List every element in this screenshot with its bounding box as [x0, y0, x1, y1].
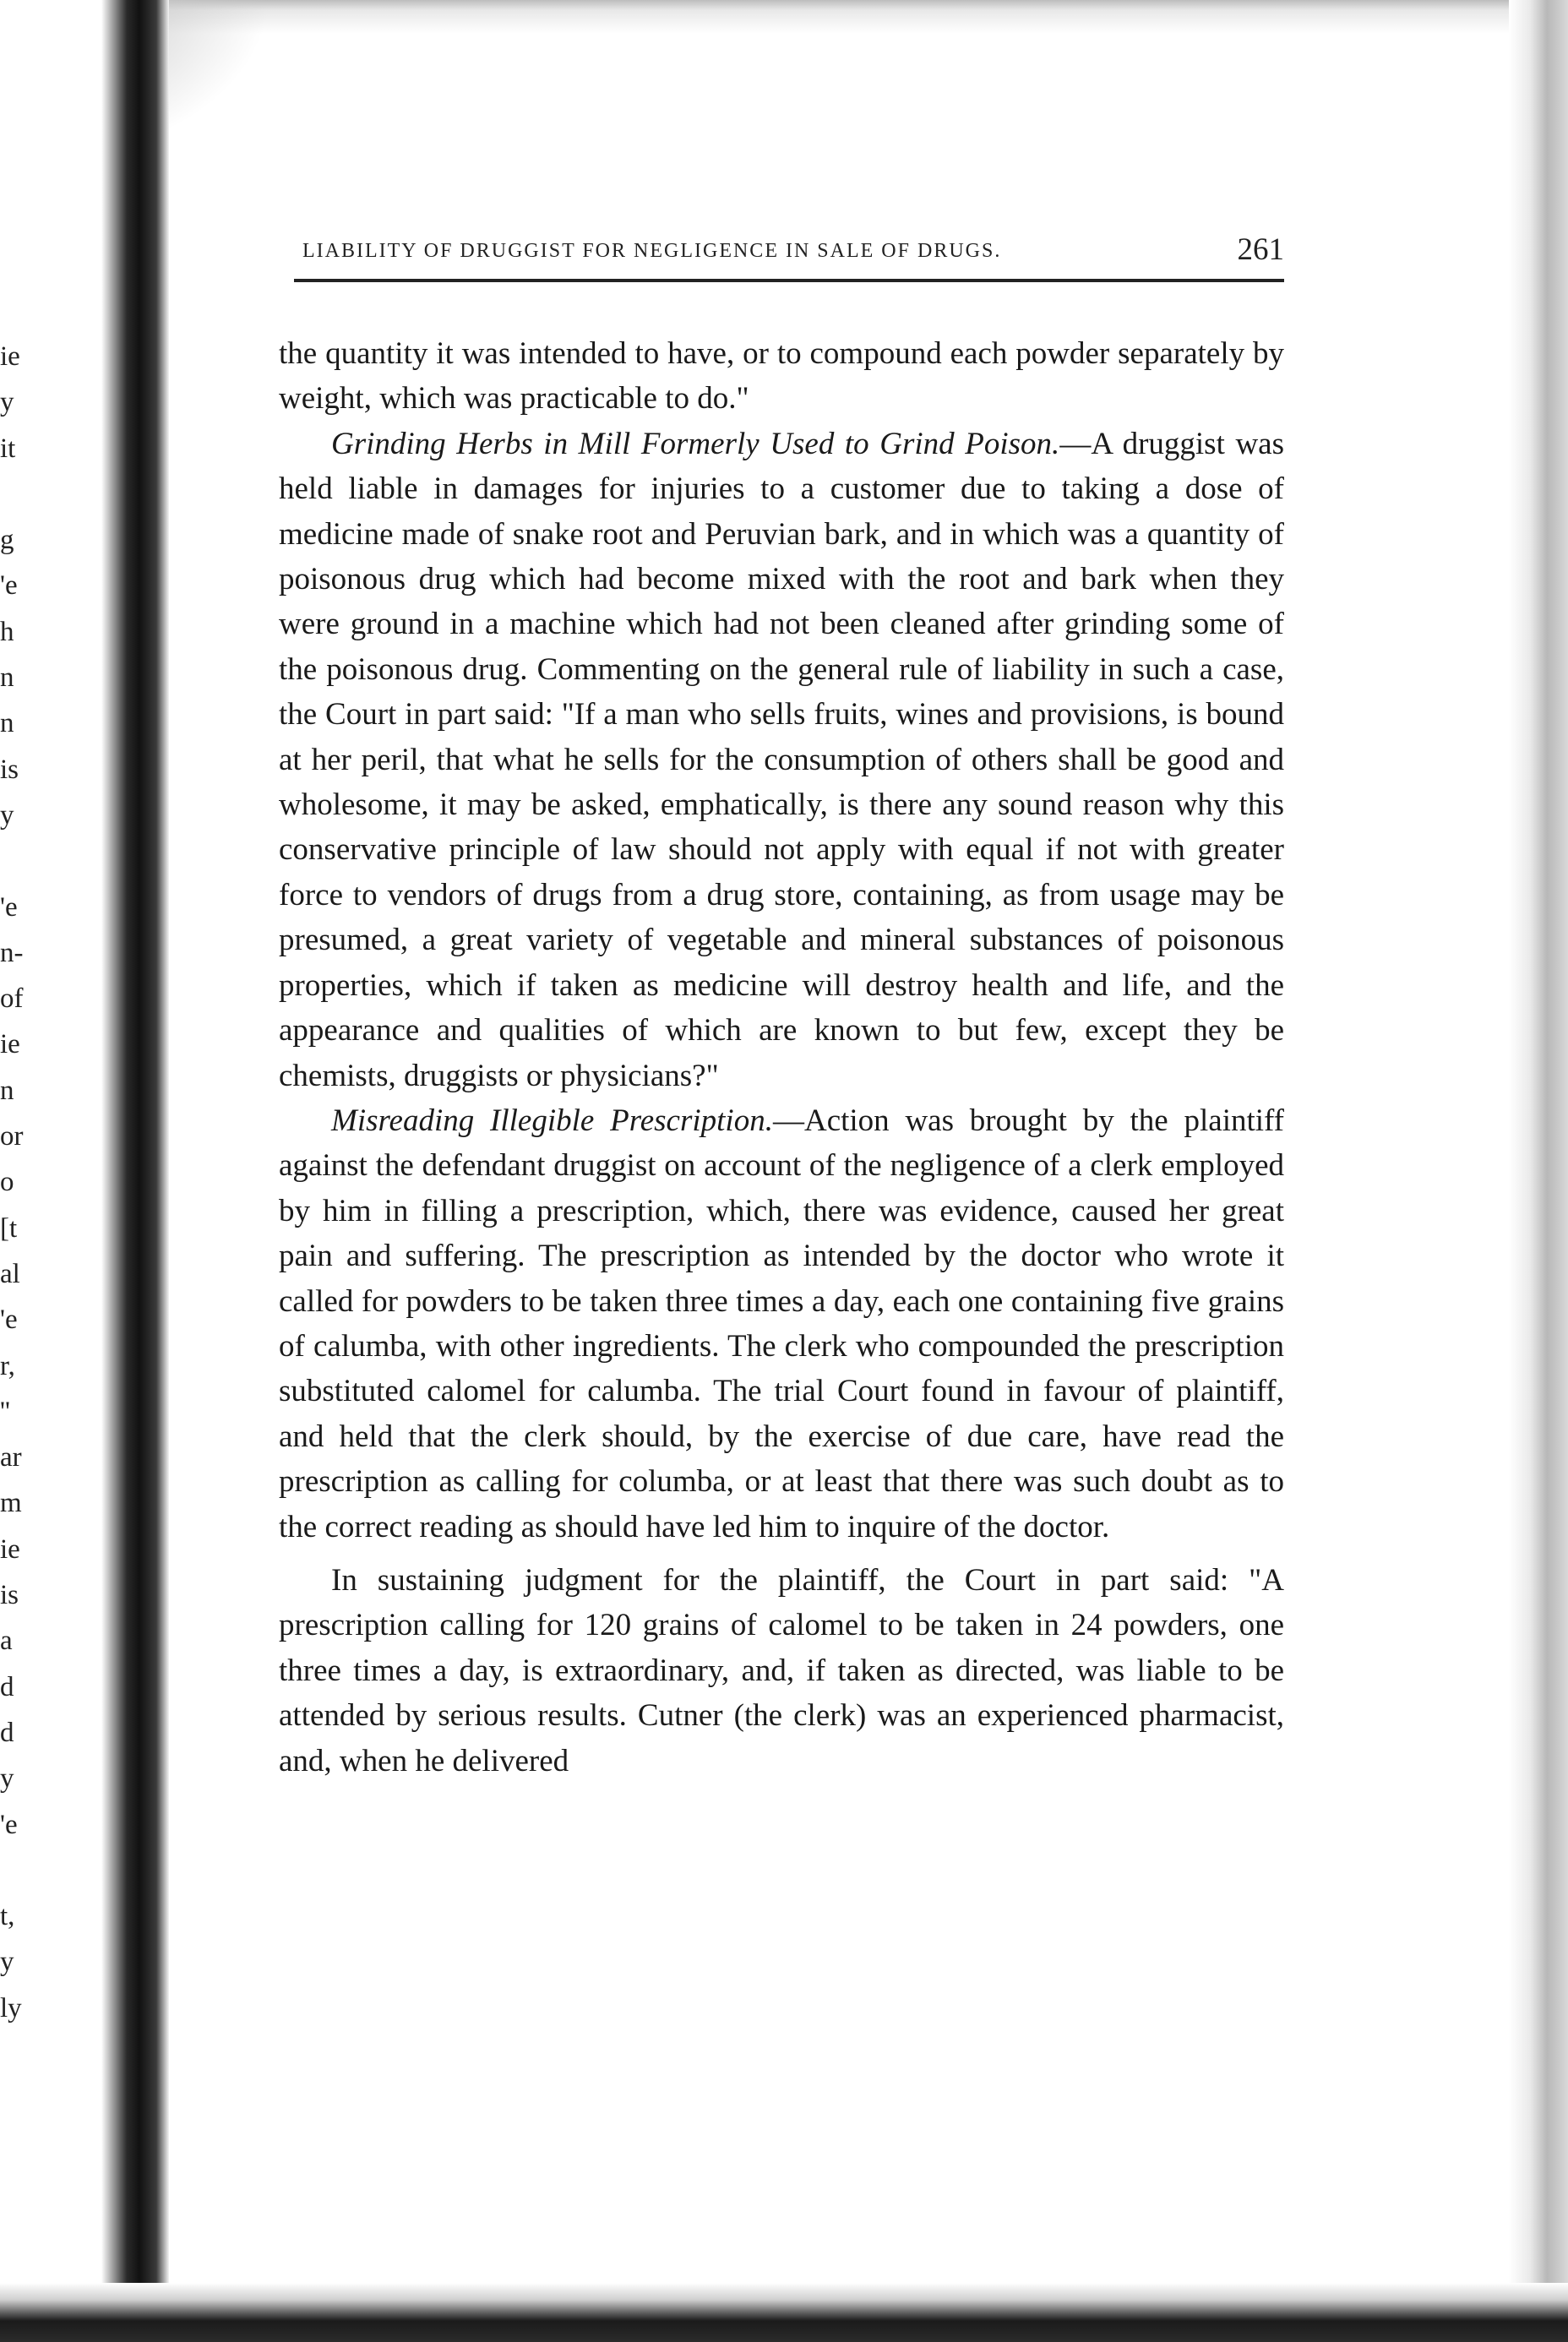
margin-fragment: n	[0, 662, 14, 694]
paragraph-text: —A druggist was held liable in damages for injuries to a customer due to taking a dose of medicine made of snake root and Peruvian bark, and in which was a quantity of poisonous drug which had become mixed with the root and bark when they were ground in a machine which had not been cleaned after grinding some of the poisonous drug. Commenting on the general rule of liability in such a case, the Court in part said: "If a man who sells fruits, wines and provisions, is bound at her peril, that what he sells for the consumption of others shall be good and wholesome, it may be asked, emphatically, is there any sound reason why this conservative principle of law should not apply with equal if not with greater force to vendors of drugs from a drug store, containing, as from usage may be presumed, a great variety of vegetable and mineral substances of poisonous properties, which if taken as medicine will destroy health and life, and the appearance and qualities of which are known to but few, except they be chemists, druggists or physicians?"	[279, 426, 1284, 1093]
margin-fragment: al	[0, 1258, 20, 1289]
margin-fragment	[0, 471, 34, 517]
margin-fragment: [t	[0, 1212, 18, 1244]
page-number: 261	[1237, 232, 1284, 267]
paragraph-continuation	[279, 331, 1284, 422]
section-lead-heading: Grinding Herbs in Mill Formerly Used to Grind Poison.	[331, 426, 1060, 461]
margin-fragment: y	[0, 799, 14, 831]
body-text	[279, 331, 1284, 1784]
margin-fragment: ie	[0, 341, 20, 372]
scan-bottom-edge	[0, 2283, 1568, 2342]
margin-fragment: ly	[0, 1992, 22, 2023]
facing-page-fragments	[0, 334, 34, 2031]
margin-fragment: o	[0, 1167, 14, 1198]
margin-fragment: is	[0, 754, 19, 785]
margin-fragment: y	[0, 387, 14, 418]
margin-fragment: 'e	[0, 1809, 18, 1840]
margin-fragment: n	[0, 1075, 14, 1106]
margin-fragment: y	[0, 1763, 14, 1795]
margin-fragment	[0, 1848, 34, 1893]
margin-fragment: ie	[0, 1029, 20, 1060]
margin-fragment: r,	[0, 1350, 15, 1381]
paragraph-misreading-prescription	[279, 1098, 1284, 1550]
margin-fragment: it	[0, 433, 16, 464]
paragraph-sustaining-judgment	[279, 1558, 1284, 1784]
margin-fragment: 'e	[0, 891, 18, 923]
margin-fragment: t,	[0, 1901, 15, 1932]
margin-fragment: n	[0, 708, 14, 739]
margin-fragment: 'e	[0, 570, 18, 602]
margin-fragment: ie	[0, 1533, 20, 1565]
margin-fragment: g	[0, 525, 14, 556]
running-head	[279, 221, 1284, 275]
paragraph-text: In sustaining judgment for the plaintiff, the Court in part said: "A prescription calling for 120 grains of calomel to be taken in 24 powders, one three times a day, is extraordinary, and, if taken as directed, was liable to be attended by serious results. Cutner (the clerk) was an experienced pharmacist, and, when he delivered	[279, 1562, 1284, 1778]
margin-fragment: ar	[0, 1442, 22, 1473]
margin-fragment: is	[0, 1580, 19, 1611]
header-rule	[294, 279, 1284, 282]
margin-fragment: n-	[0, 937, 24, 968]
margin-fragment	[0, 838, 34, 884]
paragraph-text: —Action was brought by the plaintiff against the defendant druggist on account of the negligence of a clerk employed by him in filling a prescription, which, there was evidence, caused her great pain and suffering. The prescription as intended by the doctor who wrote it called for powders to be taken three times a day, each one containing five grains of calumba, with other ingredients. The clerk who compounded the prescription substituted calomel for calumba. The trial Court found in favour of plaintiff, and held that the clerk should, by the exercise of due care, have read the prescription as calling for columba, or at least that there was such doubt as to the correct reading as should have led him to inquire of the doctor.	[279, 1103, 1285, 1544]
margin-fragment: or	[0, 1121, 24, 1152]
margin-fragment: 'e	[0, 1304, 18, 1336]
scan-right-edge	[1509, 0, 1568, 2342]
paragraph-grinding-herbs	[279, 422, 1284, 1098]
margin-fragment: h	[0, 616, 14, 647]
margin-fragment: a	[0, 1626, 13, 1657]
running-title: LIABILITY OF DRUGGIST FOR NEGLIGENCE IN SALE OF DRUGS.	[302, 240, 1002, 262]
paragraph-text: the quantity it was intended to have, or to compound each powder separately by weight, which was practicable to do."	[279, 336, 1284, 417]
margin-fragment: d	[0, 1671, 14, 1702]
margin-fragment: of	[0, 983, 24, 1015]
margin-fragment: m	[0, 1488, 22, 1519]
margin-fragment: y	[0, 1947, 14, 1978]
section-lead-heading: Misreading Illegible Prescription.	[331, 1103, 773, 1138]
margin-fragment: ''	[0, 1396, 10, 1427]
margin-fragment: d	[0, 1717, 14, 1748]
